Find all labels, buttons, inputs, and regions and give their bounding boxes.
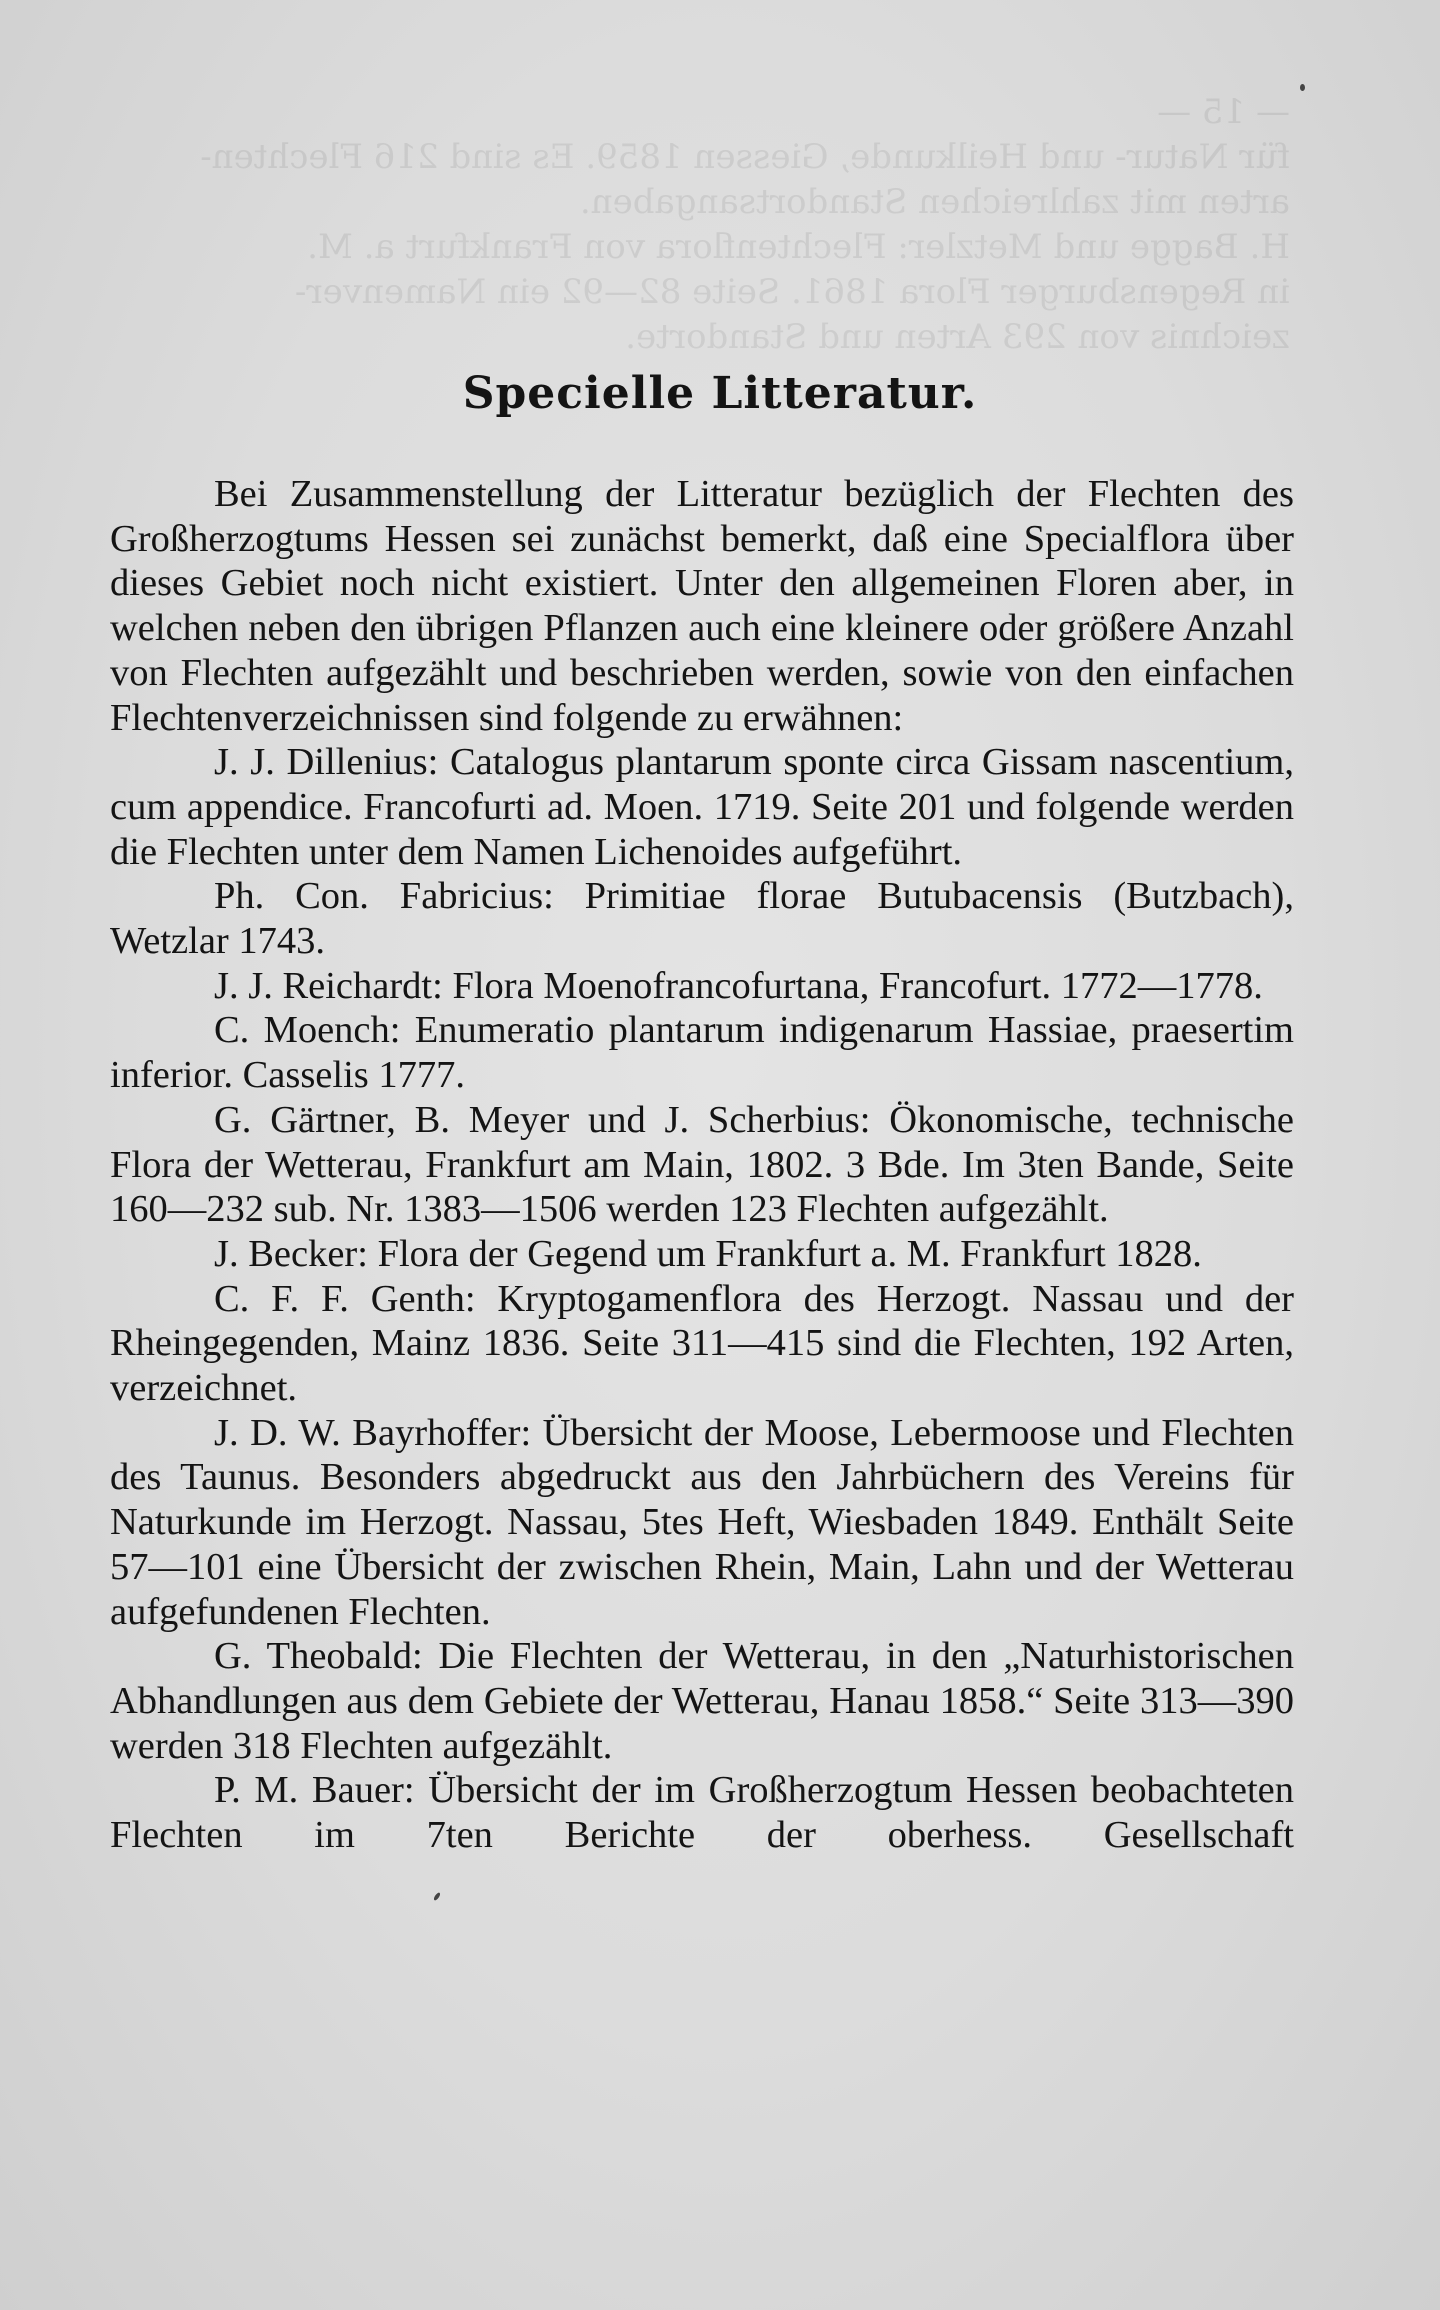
ink-speck [1300,84,1305,91]
literature-entry-moench: C. Moench: Enumeratio plantarum indigenarum Hassiae, praesertim inferior. Casselis 1777. [110,1009,1294,1097]
main-text [110,472,1294,1858]
literature-entry-becker: J. Becker: Flora der Gegend um Frankfurt a. M. Frankfurt 1828. [214,1232,1202,1275]
literature-entry-dillenius: J. J. Dillenius: Catalogus plantarum sponte circa Gissam nascentium, cum appendice. Francofurti ad. Moen. 1719. Seite 201 und folgende werden die Flechten unter dem Namen Lichenoides aufgeführt. [110,741,1294,873]
show-through-text: — 15 — für Natur- und Heilkunde, Giessen 1859. Es sind 216 Flechten- arten mit zahlreichen Standortsangaben. H. Bagge und Metzler: Flechtenflora von Frankfurt a. M. in Regensburger Flora 1861. Seite 82—92 ein Namenver- zeichnis von 293 Arten und Standorte. [200,92,1290,357]
literature-entry-gaertner: G. Gärtner, B. Meyer und J. Scherbius: Ökonomische, technische Flora der Wetterau, Frankfurt am Main, 1802. 3 Bde. Im 3ten Bande, Seite 160—232 sub. Nr. 1383—1506 werden 123 Flechten aufgezählt. [110,1098,1294,1231]
ink-speck [433,1892,441,1902]
literature-entry-fabricius: Ph. Con. Fabricius: Primitiae florae Butubacensis (Butzbach), Wetzlar 1743. [110,875,1294,963]
literature-entry-bauer: P. M. Bauer: Übersicht der im Großherzogtum Hessen beobachteten Flechten im 7ten Berichte der oberhess. Gesellschaft [110,1769,1294,1857]
literature-entry-theobald: G. Theobald: Die Flechten der Wetterau, in den „Naturhistorischen Abhandlungen aus dem Gebiete der Wetterau, Hanau 1858.“ Seite 313—390 werden 318 Flechten aufgezählt. [110,1635,1294,1767]
section-heading: Specielle Litteratur. [462,368,978,419]
intro-paragraph: Bei Zusammenstellung der Litteratur bezüglich der Flechten des Großherzogtums Hessen sei zunächst bemerkt, daß eine Specialflora über dieses Gebiet noch nicht existiert. Unter den allgemeinen Floren aber, in welchen neben den übrigen Pflanzen auch eine kleinere oder größere Anzahl von Flechten aufgezählt und beschrieben werden, sowie von den einfachen Flechtenverzeichnissen sind folgende zu erwähnen: [110,473,1294,739]
literature-entry-bayrhoffer: J. D. W. Bayrhoffer: Übersicht der Moose, Lebermoose und Flechten des Taunus. Besonders abgedruckt aus den Jahrbüchern des Vereins für Naturkunde im Herzogt. Nassau, 5tes Heft, Wiesbaden 1849. Enthält Seite 57—101 eine Übersicht der zwischen Rhein, Main, Lahn und der Wetterau aufgefundenen Flechten. [110,1411,1294,1633]
literature-entry-reichardt: J. J. Reichardt: Flora Moenofrancofurtana, Francofurt. 1772—1778. [214,964,1263,1007]
literature-entry-genth: C. F. F. Genth: Kryptogamenflora des Herzogt. Nassau und der Rheingegenden, Mainz 1836. Seite 311—415 sind die Flechten, 192 Arten, verzeichnet. [110,1277,1294,1410]
